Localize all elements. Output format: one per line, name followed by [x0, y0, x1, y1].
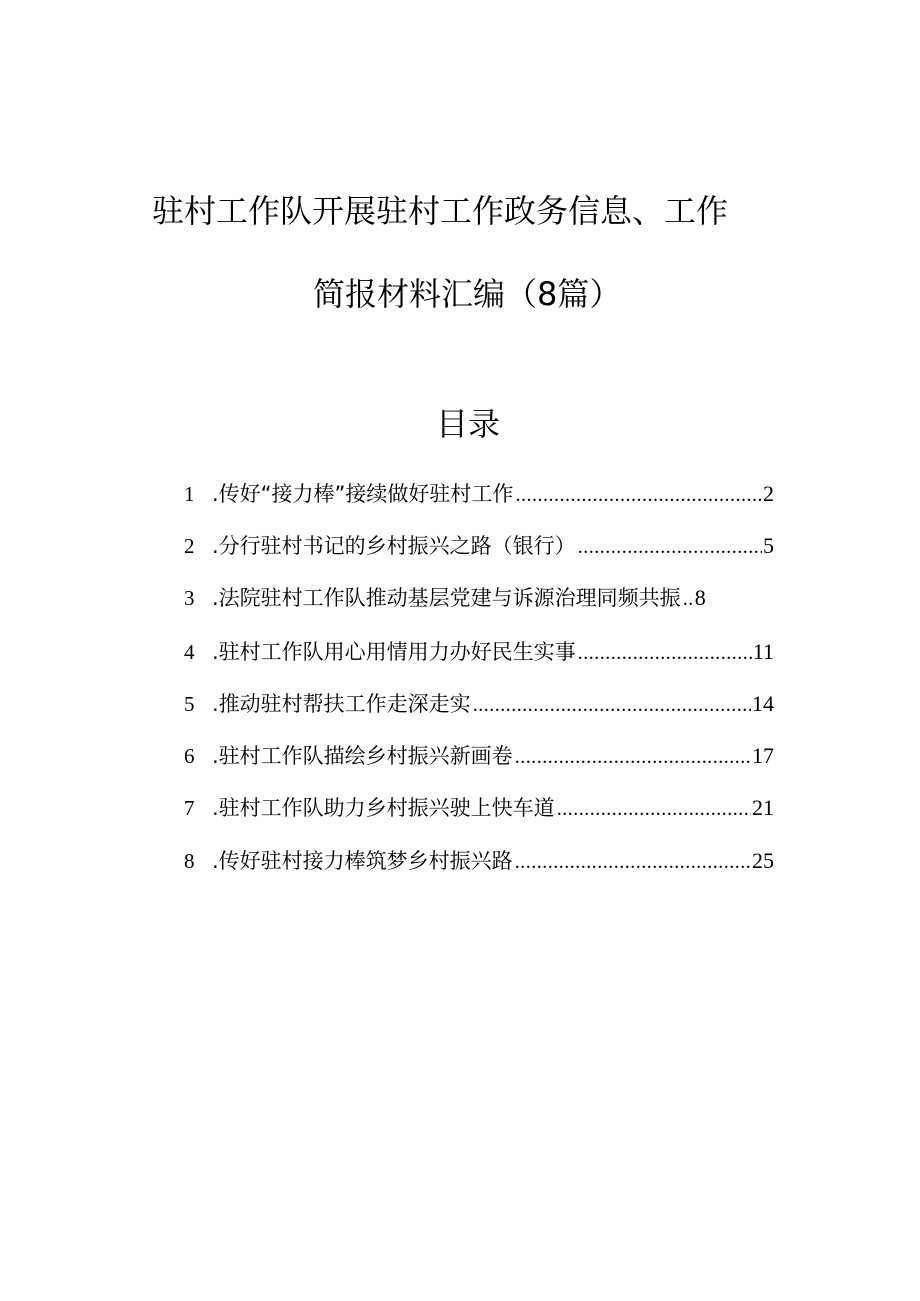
toc-item-number: 2 [184, 534, 195, 558]
toc-item-page: 17 [752, 743, 774, 768]
toc-item-title: .驻村工作队助力乡村振兴驶上快车道 [212, 796, 555, 820]
toc-item-title: .传好“接力棒”接续做好驻村工作 [212, 482, 514, 506]
toc-item-page: 11 [752, 639, 774, 664]
toc-leader-dots [578, 637, 752, 669]
toc-item-title: .法院驻村工作队推动基层党建与诉源治理同频共振 [212, 586, 681, 610]
toc-heading: 目录 [435, 405, 500, 443]
toc-item-number: 5 [184, 692, 195, 716]
toc-item-page: 25 [752, 848, 774, 873]
toc-item-title: .驻村工作队用心用情用力办好民生实事 [212, 640, 576, 664]
toc-leader-dots [515, 479, 762, 511]
toc-item-7[interactable] [184, 792, 774, 824]
toc-item-6[interactable] [184, 740, 774, 772]
toc-item-4[interactable] [184, 636, 774, 668]
toc-item-8[interactable] [184, 845, 774, 877]
toc-leader-dots [515, 846, 751, 878]
toc-leader-dots [515, 741, 751, 773]
toc-item-2[interactable] [184, 530, 774, 562]
toc-leader-dots [578, 531, 762, 563]
toc-item-1[interactable] [184, 478, 774, 510]
toc-item-page: 8 [694, 585, 706, 610]
toc-item-number: 7 [184, 796, 195, 820]
toc-item-title: .推动驻村帮扶工作走深走实 [212, 692, 471, 716]
document-title-line-2: 简报材料汇编（8篇） [313, 275, 622, 313]
toc-item-page: 2 [763, 481, 774, 506]
toc-item-page: 5 [763, 533, 774, 558]
document-title-line-1: 驻村工作队开展驻村工作政务信息、工作 [152, 192, 729, 230]
toc-leader-dots [473, 689, 751, 721]
toc-item-page: 14 [752, 691, 774, 716]
toc-item-title: .驻村工作队描绘乡村振兴新画卷 [212, 744, 513, 768]
toc-item-number: 3 [184, 586, 195, 610]
toc-item-number: 6 [184, 744, 195, 768]
toc-leader-dots [683, 583, 694, 615]
toc-item-3[interactable] [184, 582, 774, 614]
toc-item-number: 8 [184, 849, 195, 873]
toc-item-page: 21 [752, 795, 774, 820]
toc-item-number: 4 [184, 640, 195, 664]
toc-item-number: 1 [184, 482, 195, 506]
toc-item-5[interactable] [184, 688, 774, 720]
toc-item-title: .传好驻村接力棒筑梦乡村振兴路 [212, 849, 513, 873]
toc-item-title: .分行驻村书记的乡村振兴之路（银行） [212, 534, 576, 558]
toc-leader-dots [557, 793, 751, 825]
